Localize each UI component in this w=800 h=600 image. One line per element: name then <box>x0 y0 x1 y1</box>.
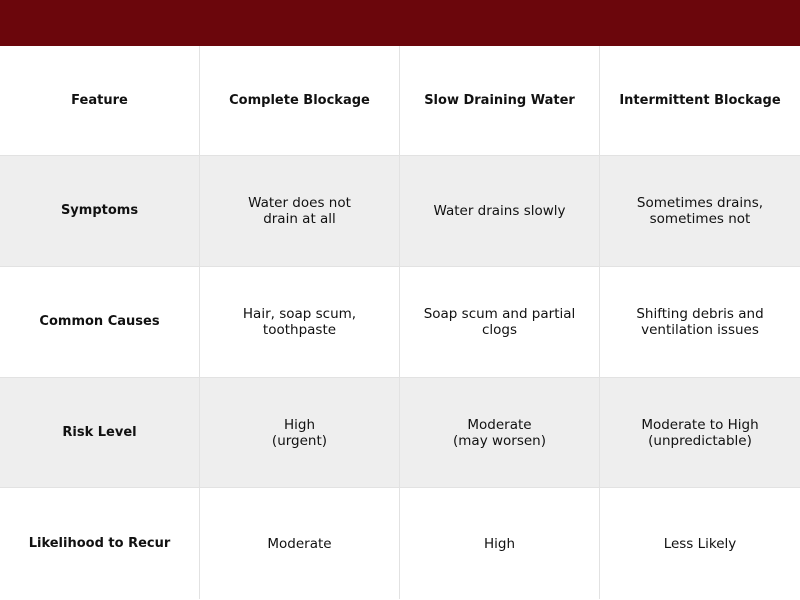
header-feature: Feature <box>0 46 200 156</box>
table-cell: Hair, soap scum, toothpaste <box>200 267 400 378</box>
table-cell: Moderate <box>200 488 400 599</box>
table-cell: Moderate to High (unpredictable) <box>600 378 800 488</box>
table-cell: Sometimes drains, sometimes not <box>600 156 800 267</box>
row-label-symptoms: Symptoms <box>0 156 200 267</box>
row-label-common-causes: Common Causes <box>0 267 200 378</box>
table-cell: Shifting debris and ventilation issues <box>600 267 800 378</box>
table-cell: Water does not drain at all <box>200 156 400 267</box>
header-bar <box>0 0 800 46</box>
table-cell: Soap scum and partial clogs <box>400 267 600 378</box>
table-cell: Less Likely <box>663 535 737 552</box>
comparison-table <box>0 46 800 600</box>
table-cell: High <box>400 488 600 599</box>
header-slow-draining-water: Slow Draining Water <box>400 46 600 156</box>
row-label-risk-level: Risk Level <box>0 378 200 488</box>
header-intermittent-blockage: Intermittent Blockage <box>600 46 800 156</box>
table-cell: Moderate (may worsen) <box>400 378 600 488</box>
header-complete-blockage: Complete Blockage <box>200 46 400 156</box>
table-cell: High (urgent) <box>200 378 400 488</box>
table-cell: Water drains slowly <box>400 156 600 267</box>
row-label-likelihood-to-recur: Likelihood to Recur <box>0 488 200 599</box>
